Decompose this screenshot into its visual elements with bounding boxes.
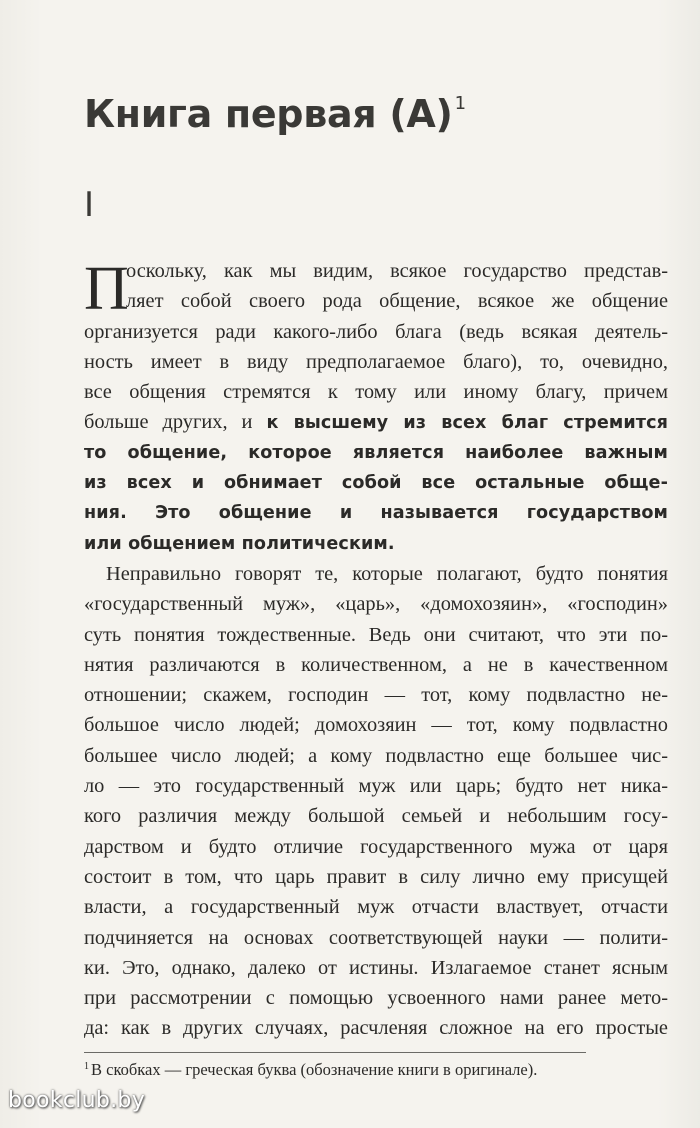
text-line: кого различия между большой семьей и небольшим госу- [84, 805, 668, 828]
text-line: большое число людей; домохозяин — тот, кому подвластно [84, 714, 668, 737]
footnote [84, 1060, 537, 1080]
text-line: большее число людей; а кому подвластно еще большее чис- [84, 744, 668, 767]
text-line: «государственный муж», «царь», «домохозяин», «господин» [84, 593, 668, 616]
text-line: суть понятия тождественные. Ведь они считают, что эти по- [84, 623, 668, 646]
footnote-mark: 1 [84, 1060, 89, 1072]
text-normal: больше других, и [84, 411, 267, 434]
text-line: ность имеет в виду предполагаемое благо), то, очевидно, [84, 350, 668, 373]
text-line: при рассмотрении с помощью усвоенного нами ранее мето- [84, 987, 668, 1010]
text-line: да: как в других случаях, расчленяя сложное на его простые [84, 1017, 668, 1040]
book-title [84, 92, 466, 136]
text-line: состоит в том, что царь правит в силу лично ему присущей [84, 865, 668, 888]
text-line: дарством и будто отличие государственного мужа от царя [84, 835, 668, 858]
text-line: ло — это государственный муж или царь; будто нет ника- [84, 775, 668, 798]
text-line: подчиняется на основах соответствующей науки — полити- [84, 926, 668, 949]
text-line: оскольку, как мы видим, всякое государство представ- [126, 260, 668, 282]
text-line: ляет собой своего рода общение, всякое же общение [126, 290, 668, 313]
drop-cap: П [84, 255, 129, 323]
body-text [84, 256, 668, 1044]
chapter-number: I [84, 185, 95, 225]
text-line: нятия различаются в количественном, а не в качественном [84, 653, 668, 676]
text-line-mixed [84, 407, 668, 437]
bold-line: из всех и обнимает собой все остальные обще- [84, 473, 668, 494]
book-title-text: Книга первая (А) [84, 92, 453, 136]
bold-line: или общением политическим. [84, 533, 395, 554]
site-watermark: bookclub.by [8, 1088, 146, 1113]
text-line: организуется ради какого-либо блага (ведь всякая деятель- [84, 320, 668, 343]
title-footnote-mark: 1 [454, 93, 466, 115]
text-bold: к высшему из всех благ стремится [266, 413, 668, 434]
text-line: ки. Это, однако, далеко от истины. Излагаемое станет ясным [84, 956, 668, 979]
text-line: все общения стремятся к тому или иному благу, причем [84, 381, 668, 404]
footnote-divider [84, 1052, 586, 1053]
footnote-text: В скобках — греческая буква (обозначение книги в оригинале). [91, 1060, 538, 1079]
text-line: отношении; скажем, господин — тот, кому подвластно не- [84, 684, 668, 707]
text-line: Неправильно говорят те, которые полагают, будто понятия [106, 562, 668, 585]
bold-line: ния. Это общение и называется государством [84, 503, 668, 524]
text-line: власти, а государственный муж отчасти властвует, отчасти [84, 896, 668, 919]
bold-line: то общение, которое является наиболее важным [84, 442, 668, 463]
